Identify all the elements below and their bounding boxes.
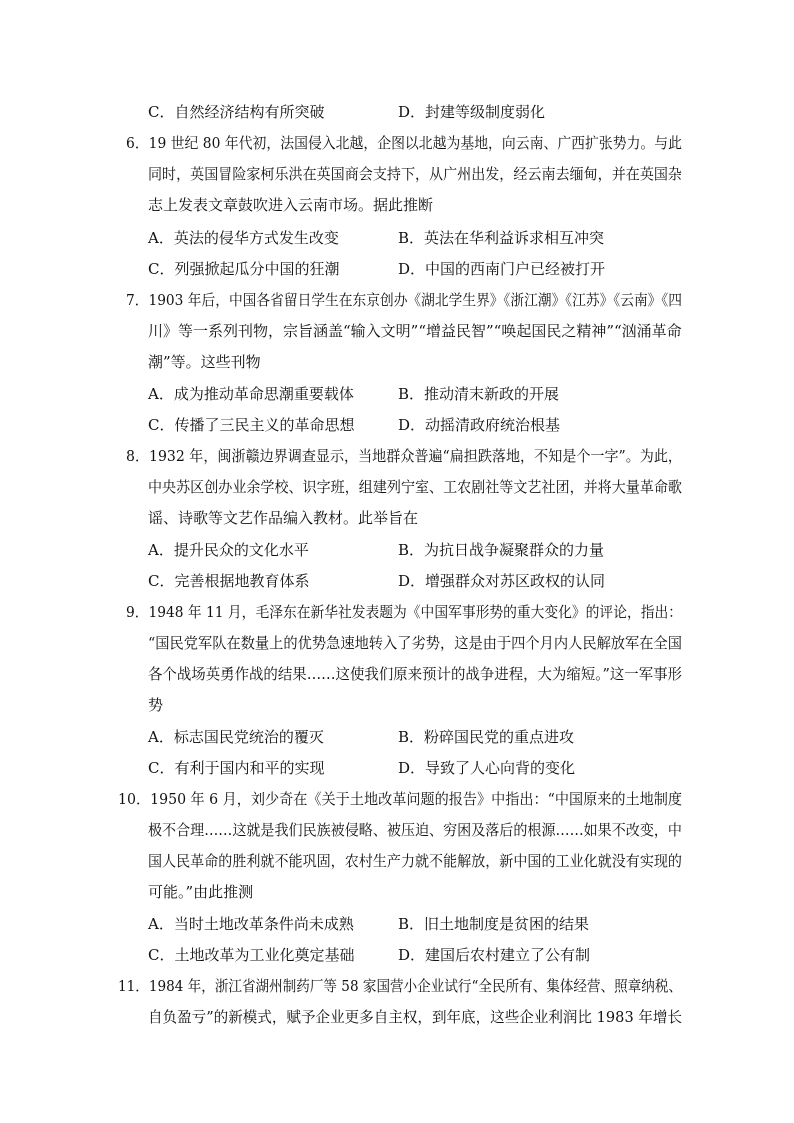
q9-option-d: D．导致了人心向背的变化 [398,759,576,777]
q9-stem-line: 势 [148,696,164,714]
q8-stem-line: 中央苏区创办业余学校、识字班，组建列宁室、工农剧社等文艺社团，并将大量革命歌 [148,478,682,496]
q11-stem-line: 11．1984 年，浙江省湖州制药厂等 58 家国营小企业试行“全民所有、集体经营、照章纳税、 [118,977,682,995]
q8-option-b: B．为抗日战争凝聚群众的力量 [398,541,605,559]
q10-option-d: D．建国后农村建立了公有制 [398,946,591,964]
q9-stem-line: 各个战场英勇作战的结果……这使我们原来预计的战争进程，大为缩短。”这一军事形 [148,665,682,683]
q6-stem-line: 同时，英国冒险家柯乐洪在英国商会支持下，从广州出发，经云南去缅甸，并在英国杂 [148,165,682,183]
q10-stem-line: 国人民革命的胜利就不能巩固，农村生产力就不能解放，新中国的工业化就没有实现的 [148,852,682,870]
q6-stem-line: 志上发表文章鼓吹进入云南市场。据此推断 [148,196,434,214]
q11-stem-line: 自负盈亏”的新模式，赋予企业更多自主权，到年底，这些企业利润比 1983 年增长 [148,1008,682,1026]
q10-option-b: B．旧土地制度是贫困的结果 [398,915,590,933]
q6-option-d: D．中国的西南门户已经被打开 [398,260,606,278]
q8-option-c: C．完善根据地教育体系 [148,572,310,590]
q10-option-c: C．土地改革为工业化奠定基础 [148,946,355,964]
q9-stem-line: 9．1948 年 11 月，毛泽东在新华社发表题为《中国军事形势的重大变化》的评论，指出： [126,603,682,621]
q8-option-d: D．增强群众对苏区政权的认同 [398,572,606,590]
q5-option-d: D．封建等级制度弱化 [398,103,546,121]
q7-option-d: D．动摇清政府统治根基 [398,416,561,434]
q6-option-b: B．英法在华利益诉求相互冲突 [398,229,605,247]
q7-stem-line: 7．1903 年后，中国各省留日学生在东京创办《湖北学生界》《浙江潮》《江苏》《云南》《四 [126,291,682,309]
q10-stem-line: 可能。”由此推测 [148,883,254,901]
q7-option-b: B．推动清末新政的开展 [398,385,560,403]
q7-option-a: A．成为推动革命思潮重要载体 [148,385,354,403]
q10-stem-line: 10．1950 年 6 月，刘少奇在《关于土地改革问题的报告》中指出：“中国原来的土地制度 [118,790,682,808]
q10-stem-line: 极不合理……这就是我们民族被侵略、被压迫、穷困及落后的根源……如果不改变，中 [148,821,682,839]
q5-option-c: C．自然经济结构有所突破 [148,103,325,121]
q7-stem-line: 川》等一系列刊物，宗旨涵盖“输入文明”“增益民智”“唤起国民之精神”“汹涌革命 [148,322,682,340]
q6-stem-line: 6．19 世纪 80 年代初，法国侵入北越，企图以北越为基地，向云南、广西扩张势力。与此 [126,134,682,152]
q10-option-a: A．当时土地改革条件尚未成熟 [148,915,354,933]
q6-option-c: C．列强掀起瓜分中国的狂潮 [148,260,340,278]
q8-option-a: A．提升民众的文化水平 [148,541,309,559]
q8-stem-line: 8．1932 年，闽浙赣边界调查显示，当地群众普遍“扁担跌落地，不知是个一字”。为此， [126,447,682,465]
q8-stem-line: 谣、诗歌等文艺作品编入教材。此举旨在 [148,509,419,527]
q9-option-c: C．有利于国内和平的实现 [148,759,325,777]
q6-option-a: A．英法的侵华方式发生改变 [148,229,339,247]
q9-stem-line: “国民党军队在数量上的优势急速地转入了劣势，这是由于四个月内人民解放军在全国 [148,634,682,652]
q9-option-b: B．粉碎国民党的重点进攻 [398,728,575,746]
q7-stem-line: 潮”等。这些刊物 [148,353,261,371]
q9-option-a: A．标志国民党统治的覆灭 [148,728,324,746]
q7-option-c: C．传播了三民主义的革命思想 [148,416,355,434]
